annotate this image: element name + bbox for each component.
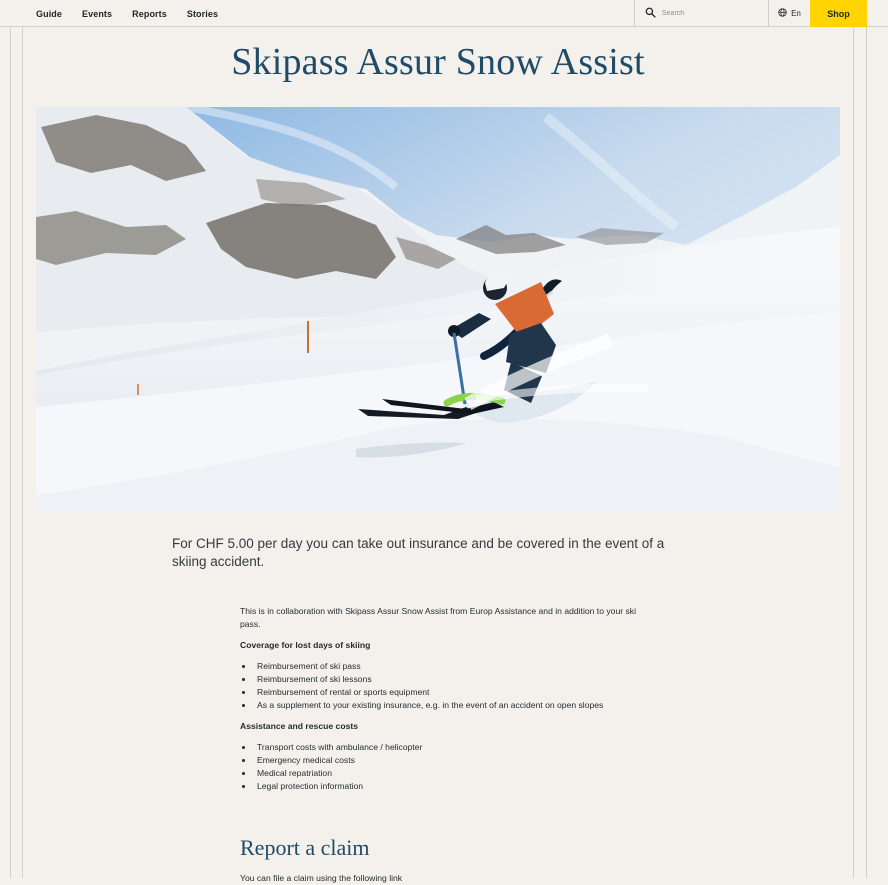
coverage-list bbox=[240, 660, 650, 712]
nav-item-guide[interactable]: Guide bbox=[36, 8, 63, 19]
collaboration-paragraph: This is in collaboration with Skipass Assur Snow Assist from Europ Assistance and in addition to your ski pass. bbox=[240, 606, 636, 629]
coverage-item: Reimbursement of ski pass bbox=[240, 660, 650, 673]
intro-text: For CHF 5.00 per day you can take out insurance and be covered in the event of a skiing accident. bbox=[172, 536, 665, 569]
shop-button[interactable]: Shop bbox=[810, 0, 867, 27]
coverage-heading: Coverage for lost days of skiing bbox=[240, 640, 371, 650]
insurance-details bbox=[240, 605, 650, 793]
top-navigation-bar bbox=[0, 0, 888, 27]
nav-item-events[interactable]: Events bbox=[82, 8, 113, 19]
language-label: En bbox=[791, 9, 801, 18]
assistance-item: Emergency medical costs bbox=[240, 754, 650, 767]
assistance-list bbox=[240, 741, 650, 793]
report-claim-text: You can file a claim using the following link bbox=[240, 873, 403, 883]
report-claim-heading: Report a claim bbox=[240, 835, 370, 860]
coverage-item: Reimbursement of ski lessons bbox=[240, 673, 650, 686]
page-title: Skipass Assur Snow Assist bbox=[231, 41, 645, 83]
page-border-left-inner bbox=[22, 27, 23, 878]
nav-item-stories[interactable]: Stories bbox=[186, 8, 219, 19]
search-icon[interactable] bbox=[645, 5, 656, 23]
assistance-item: Legal protection information bbox=[240, 780, 650, 793]
language-selector[interactable] bbox=[768, 0, 810, 27]
coverage-item: Reimbursement of rental or sports equipment bbox=[240, 686, 650, 699]
page-border-right bbox=[866, 27, 867, 878]
page-border-right-inner bbox=[853, 27, 854, 878]
page-border-left bbox=[10, 27, 11, 878]
nav-item-reports[interactable]: Reports bbox=[132, 8, 167, 19]
globe-icon bbox=[778, 8, 787, 19]
assistance-heading: Assistance and rescue costs bbox=[240, 721, 358, 731]
search-box[interactable] bbox=[634, 0, 768, 27]
assistance-item: Medical repatriation bbox=[240, 767, 650, 780]
main-nav bbox=[36, 0, 218, 27]
hero-image bbox=[36, 107, 840, 511]
search-input[interactable] bbox=[662, 10, 754, 17]
coverage-item: As a supplement to your existing insurance, e.g. in the event of an accident on open slopes bbox=[240, 699, 650, 712]
assistance-item: Transport costs with ambulance / helicopter bbox=[240, 741, 650, 754]
